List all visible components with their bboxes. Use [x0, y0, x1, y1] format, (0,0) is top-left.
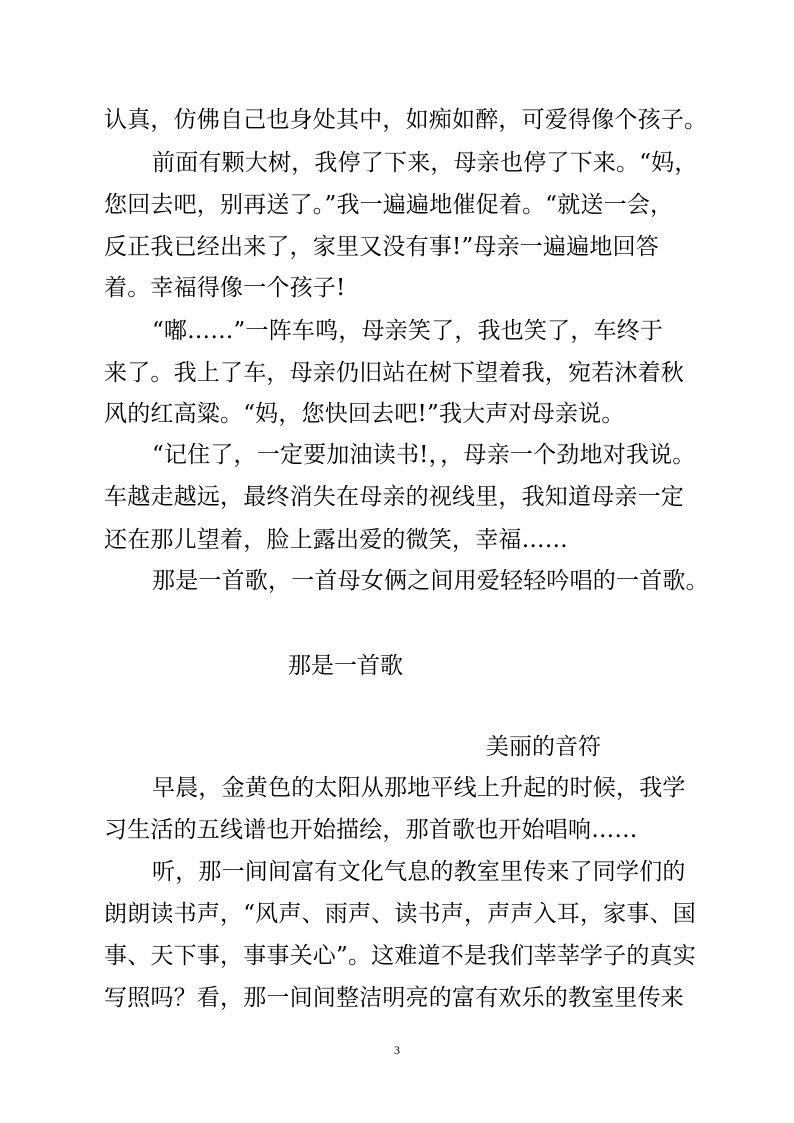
paragraph-line: 那是一首歌，一首母女俩之间用爱轻轻吟唱的一首歌。 [152, 568, 709, 594]
essay-title: 那是一首歌 [288, 653, 403, 679]
paragraph-line: 着。幸福得像一个孩子! [104, 275, 346, 301]
paragraph-line: 听，那一间间富有文化气息的教室里传来了同学们的 [152, 859, 686, 885]
paragraph-line: 风的红高粱。“妈，您快回去吧!”我大声对母亲说。 [104, 401, 625, 427]
paragraph-line: 还在那儿望着，脸上露出爱的微笑，幸福…… [104, 527, 568, 553]
paragraph-line: 习生活的五线谱也开始描绘，那首歌也开始唱响…… [104, 817, 638, 843]
paragraph-line: “记住了，一定要加油读书!，，母亲一个劲地对我说。 [152, 442, 696, 468]
paragraph-line: 来了。我上了车，母亲仍旧站在树下望着我，宛若沐着秋 [104, 360, 684, 386]
paragraph-line: “嘟……”一阵车鸣，母亲笑了，我也笑了，车终于 [152, 318, 664, 344]
paragraph-line: 您回去吧，别再送了。”我一遍遍地催促着。“就送一会， [104, 192, 674, 218]
paragraph-line: 反正我已经出来了，家里又没有事!”母亲一遍遍地回答 [104, 234, 660, 260]
paragraph-line: 朗朗读书声，“风声、雨声、读书声，声声入耳，家事、国 [104, 901, 696, 927]
paragraph-line: 前面有颗大树，我停了下来，母亲也停了下来。“妈， [152, 150, 698, 176]
paragraph-line: 认真，仿佛自己也身处其中，如痴如醉，可爱得像个孩子。 [104, 107, 708, 133]
paragraph-line: 车越走越远，最终消失在母亲的视线里，我知道母亲一定 [104, 484, 684, 510]
paragraph-line: 事、天下事，事事关心”。这难道不是我们莘莘学子的真实 [104, 943, 696, 969]
paragraph-line: 写照吗？看，那一间间整洁明亮的富有欢乐的教室里传来 [104, 985, 684, 1011]
essay-subtitle: 美丽的音符 [486, 734, 601, 760]
page-number: 3 [394, 1043, 400, 1057]
paragraph-line: 早晨，金黄色的太阳从那地平线上升起的时候，我学 [152, 775, 686, 801]
